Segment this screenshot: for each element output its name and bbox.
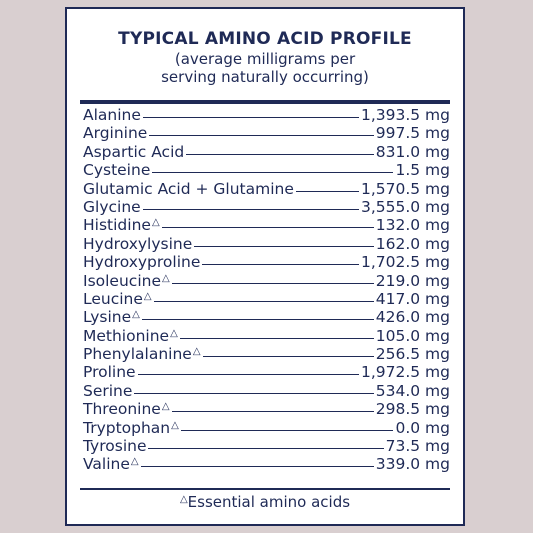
amino-acid-row (83, 382, 450, 400)
dotted-leader (149, 135, 373, 136)
amino-acid-row (83, 253, 450, 271)
amino-acid-name: Alanine (83, 106, 141, 124)
footnote (67, 493, 463, 514)
amino-acid-list (83, 106, 450, 474)
amino-acid-row (83, 308, 450, 326)
essential-marker-icon: △ (151, 217, 160, 229)
dotted-leader (202, 264, 359, 265)
amino-acid-name: Glutamic Acid + Glutamine (83, 179, 294, 198)
amino-acid-name: Hydroxylysine (83, 234, 193, 253)
amino-acid-row (83, 345, 450, 363)
dotted-leader (162, 227, 374, 228)
dotted-leader (194, 246, 373, 247)
amino-acid-value: 426.0 mg (375, 308, 450, 327)
panel-subtitle (67, 50, 463, 86)
amino-acid-value: 73.5 mg (385, 437, 450, 456)
dotted-leader (138, 374, 359, 375)
amino-acid-row (83, 124, 450, 142)
amino-acid-row (83, 198, 450, 216)
amino-acid-name: Proline (83, 363, 136, 382)
amino-acid-value: 3,555.0 mg (360, 197, 450, 216)
essential-marker-icon: △ (192, 346, 201, 358)
amino-acid-value: 1.5 mg (395, 161, 450, 180)
dotted-leader (142, 319, 374, 320)
subtitle-line-1: (average milligrams per (174, 50, 356, 68)
amino-acid-value: 105.0 mg (375, 326, 450, 345)
dotted-leader (172, 283, 374, 284)
footnote-text: Essential amino acids (187, 493, 351, 511)
amino-acid-value: 534.0 mg (375, 381, 450, 400)
amino-acid-row (83, 419, 450, 437)
amino-acid-row (83, 363, 450, 381)
amino-acid-row (83, 327, 450, 345)
dotted-leader (181, 430, 394, 431)
dotted-leader (152, 172, 393, 173)
subtitle-line-2: serving naturally occurring) (161, 68, 369, 86)
amino-acid-name: Aspartic Acid (83, 142, 185, 161)
amino-acid-name: Lysine (83, 308, 132, 327)
amino-acid-value: 417.0 mg (375, 289, 450, 308)
essential-marker-icon: △ (170, 327, 178, 339)
amino-acid-value: 1,393.5 mg (360, 106, 450, 124)
essential-marker-icon: △ (143, 290, 152, 302)
amino-acid-name: Cysteine (83, 161, 151, 180)
amino-acid-name: Glycine (83, 197, 141, 216)
dotted-leader (296, 191, 359, 192)
dotted-leader (143, 209, 359, 210)
amino-acid-row (83, 235, 450, 253)
amino-acid-value: 132.0 mg (375, 216, 450, 235)
amino-acid-name: Methionine (83, 326, 170, 345)
amino-acid-value: 0.0 mg (395, 418, 450, 437)
amino-acid-name: Arginine (83, 124, 148, 143)
amino-acid-row (83, 106, 450, 124)
essential-marker-icon: △ (161, 272, 170, 284)
amino-acid-value: 1,972.5 mg (360, 363, 450, 382)
amino-acid-name: Isoleucine (83, 271, 161, 290)
amino-acid-profile-panel (65, 7, 465, 526)
amino-acid-name: Valine (83, 455, 130, 474)
dotted-leader (186, 154, 374, 155)
amino-acid-name: Phenylalanine (83, 345, 192, 364)
amino-acid-row (83, 161, 450, 179)
bottom-divider (80, 488, 450, 490)
amino-acid-row (83, 216, 450, 234)
dotted-leader (180, 338, 374, 339)
essential-marker-icon: △ (132, 309, 140, 321)
amino-acid-name: Tyrosine (83, 437, 147, 456)
dotted-leader (203, 356, 374, 357)
amino-acid-row (83, 455, 450, 473)
panel-title: TYPICAL AMINO ACID PROFILE (118, 29, 412, 49)
amino-acid-value: 339.0 mg (375, 455, 450, 474)
amino-acid-value: 997.5 mg (375, 124, 450, 143)
essential-marker-icon: △ (161, 401, 170, 413)
amino-acid-name: Leucine (83, 289, 143, 308)
amino-acid-name: Histidine (83, 216, 151, 235)
amino-acid-value: 256.5 mg (375, 345, 450, 364)
amino-acid-row (83, 272, 450, 290)
amino-acid-row (83, 400, 450, 418)
amino-acid-name: Threonine (83, 400, 161, 419)
essential-marker-icon: △ (130, 456, 139, 468)
dotted-leader (143, 117, 359, 118)
top-divider (80, 100, 450, 104)
dotted-leader (172, 411, 374, 412)
essential-marker-icon: △ (171, 419, 179, 431)
amino-acid-row (83, 180, 450, 198)
essential-marker-icon: △ (179, 494, 188, 505)
amino-acid-value: 1,702.5 mg (360, 253, 450, 272)
amino-acid-value: 1,570.5 mg (360, 179, 450, 198)
amino-acid-row (83, 143, 450, 161)
amino-acid-name: Tryptophan (83, 418, 171, 437)
amino-acid-name: Hydroxyproline (83, 253, 201, 272)
dotted-leader (148, 448, 383, 449)
amino-acid-value: 298.5 mg (375, 400, 450, 419)
amino-acid-name: Serine (83, 381, 133, 400)
amino-acid-value: 831.0 mg (375, 142, 450, 161)
amino-acid-value: 162.0 mg (375, 234, 450, 253)
dotted-leader (141, 466, 374, 467)
dotted-leader (154, 301, 374, 302)
dotted-leader (134, 393, 373, 394)
amino-acid-value: 219.0 mg (375, 271, 450, 290)
